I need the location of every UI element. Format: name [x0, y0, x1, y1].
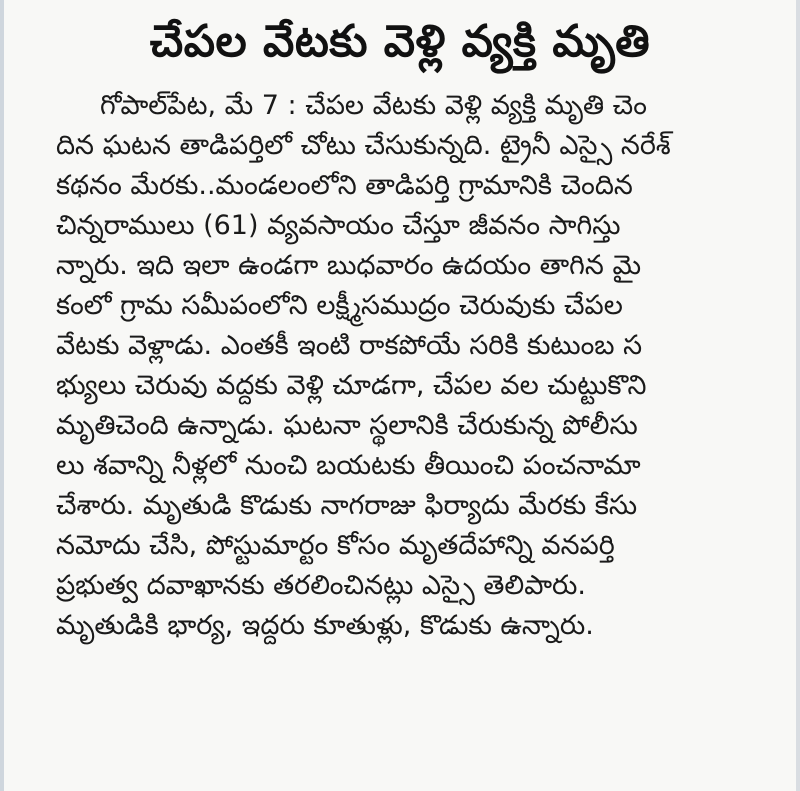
article-headline: చేపల వేటకు వెళ్లి వ్యక్తి మృతి	[149, 16, 651, 67]
article-line-8: భ్యులు చెరువు వద్దకు వెళ్లి చూడగా, చేపల వల చుట్టుకొని	[56, 370, 647, 401]
article-line-6: కంలో గ్రామ సమీపంలోని లక్ష్మీసముద్రం చెరువుకు చేపల	[56, 290, 623, 321]
article-line-2: దిన ఘటన తాడిపర్తిలో చోటు చేసుకున్నది. ట్రైనీ ఎస్సై నరేశ్	[56, 130, 671, 161]
article-line-12: నమోదు చేసి, పోస్టుమార్టం కోసం మృతదేహాన్ని వనపర్తి	[56, 530, 615, 561]
article-line-3: కథనం మేరకు..మండలంలోని తాడిపర్తి గ్రామానికి చెందిన	[56, 170, 633, 201]
article-line-5: న్నారు. ఇది ఇలా ఉండగా బుధవారం ఉదయం తాగిన మై	[56, 250, 642, 281]
article-line-13: ప్రభుత్వ దవాఖానకు తరలించినట్లు ఎస్సై తెలిపారు.	[56, 570, 586, 601]
article-line-14: మృతుడికి భార్య, ఇద్దరు కూతుళ్లు, కొడుకు ఉన్నారు.	[56, 610, 594, 641]
article-line-10: లు శవాన్ని నీళ్లలో నుంచి బయటకు తీయించి పంచనామా	[56, 450, 641, 481]
article-line-7: వేటకు వెళ్లాడు. ఎంతకీ ఇంటి రాకపోయే సరికి కుటుంబ స	[56, 330, 643, 361]
article-line-11: చేశారు. మృతుడి కొడుకు నాగరాజు ఫిర్యాదు మేరకు కేసు	[56, 490, 638, 521]
article-line-9: మృతిచెంది ఉన్నాడు. ఘటనా స్థలానికి చేరుకున్న పోలీసు	[56, 410, 638, 441]
article-line-4: చిన్నరాములు (61) వ్యవసాయం చేస్తూ జీవనం సాగిస్తు	[56, 210, 621, 241]
article-line-1: గోపాల్‌పేట, మే 7 : చేపల వేటకు వెళ్లి వ్యక్తి మృతి చెం	[100, 90, 647, 121]
article-body	[56, 86, 746, 646]
